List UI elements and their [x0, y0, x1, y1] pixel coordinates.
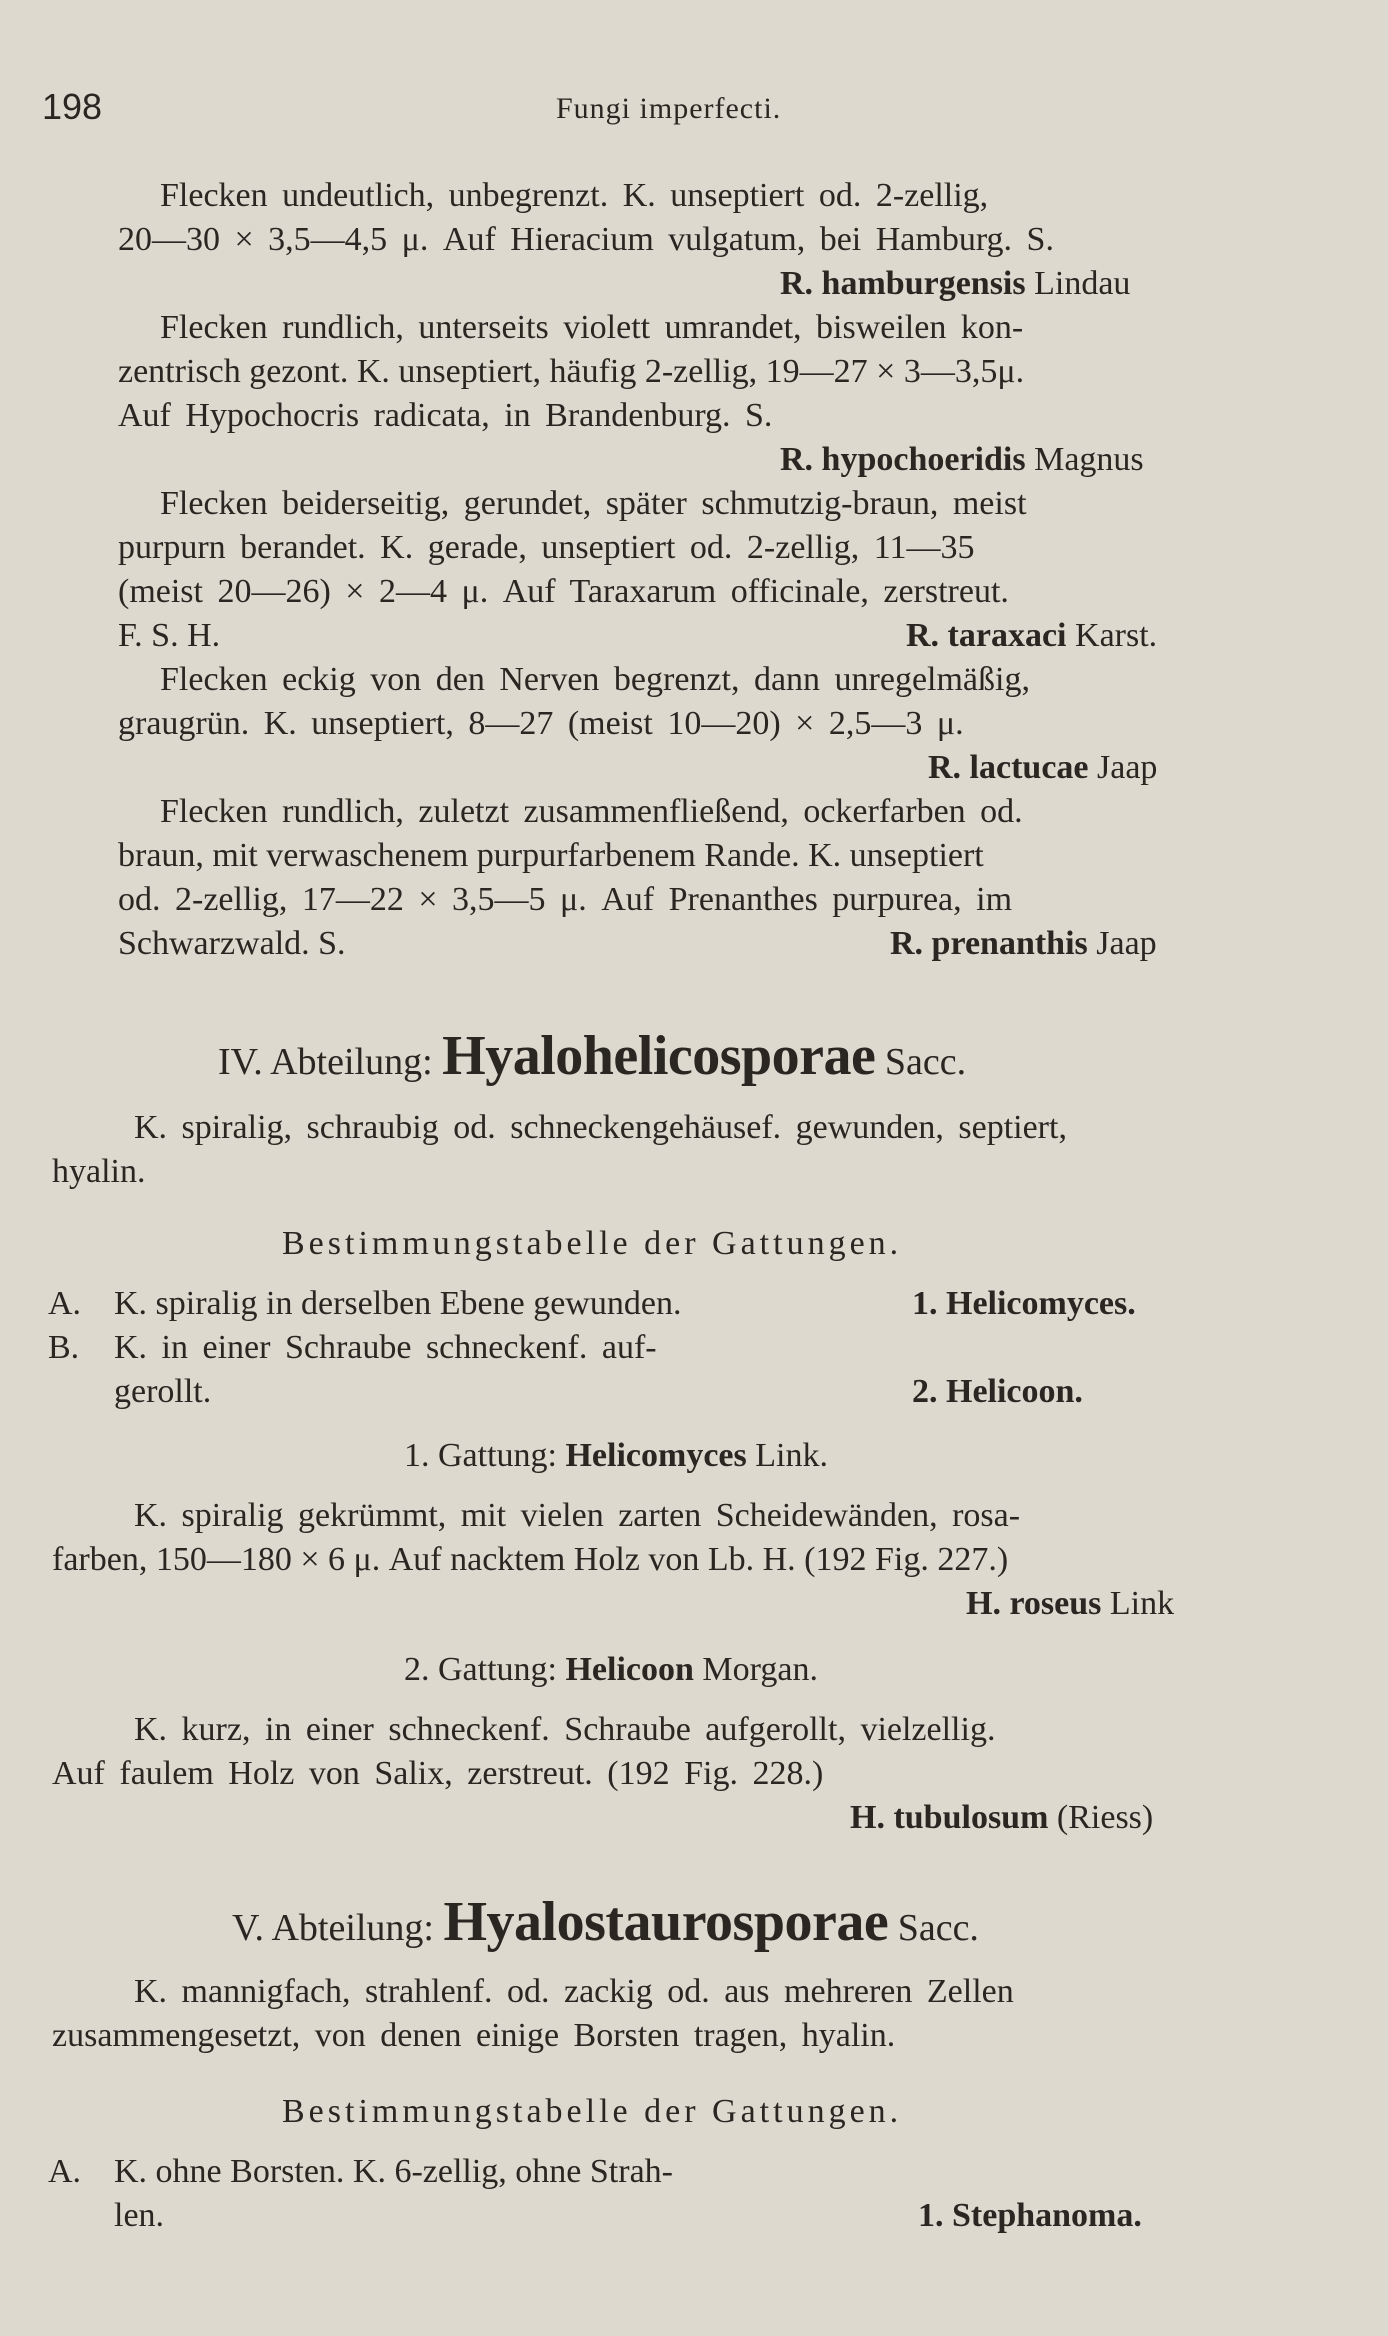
text-line: Schwarzwald. S. [118, 925, 346, 962]
text-line: purpurn berandet. K. gerade, unseptiert od. 2-zellig, 11—35 [118, 529, 975, 566]
species-name: R. hamburgensis Lindau [780, 265, 1131, 302]
text-line: od. 2-zellig, 17—22 × 3,5—5 μ. Auf Prenanthes purpurea, im [118, 881, 1013, 918]
key-text: K. ohne Borsten. K. 6-zellig, ohne Strah- [114, 2153, 673, 2190]
key-result: 2. Helicoon. [912, 1373, 1083, 1410]
text-line: Flecken rundlich, zuletzt zusammenfließend, ockerfarben od. [160, 793, 1023, 830]
key-text: gerollt. [114, 1373, 212, 1410]
running-title: Fungi imperfecti. [556, 92, 782, 125]
genus-heading: 2. Gattung: Helicoon Morgan. [404, 1651, 818, 1688]
species-name: H. tubulosum (Riess) [850, 1799, 1154, 1836]
key-label: B. [48, 1329, 80, 1366]
genus-description: K. kurz, in einer schneckenf. Schraube aufgerollt, vielzellig. [134, 1711, 996, 1748]
key-table-title: Bestimmungstabelle der Gattungen. [282, 2093, 903, 2130]
genus-heading: 1. Gattung: Helicomyces Link. [404, 1437, 828, 1474]
genus-description: K. spiralig gekrümmt, mit vielen zarten Scheidewänden, rosa- [134, 1497, 1021, 1534]
section-description: zusammengesetzt, von denen einige Borsten tragen, hyalin. [52, 2017, 896, 2054]
genus-description: farben, 150—180 × 6 μ. Auf nacktem Holz von Lb. H. (192 Fig. 227.) [52, 1541, 1009, 1578]
text-line: F. S. H. [118, 617, 221, 654]
section-heading: IV. Abteilung: Hyalohelicosporae Sacc. [218, 1025, 967, 1087]
species-name: H. roseus Link [966, 1585, 1175, 1622]
key-text: K. in einer Schraube schneckenf. auf- [114, 1329, 657, 1366]
key-table-title: Bestimmungstabelle der Gattungen. [282, 1225, 903, 1262]
species-name: R. taraxaci Karst. [906, 617, 1158, 654]
page-number: 198 [42, 86, 103, 127]
text-line: graugrün. K. unseptiert, 8—27 (meist 10—20) × 2,5—3 μ. [118, 705, 964, 742]
key-label: A. [48, 1285, 82, 1322]
section-heading: V. Abteilung: Hyalostaurosporae Sacc. [232, 1891, 979, 1953]
text-line: Flecken rundlich, unterseits violett umrandet, bisweilen kon- [160, 309, 1024, 346]
text-line: Flecken undeutlich, unbegrenzt. K. unseptiert od. 2-zellig, [160, 177, 989, 214]
text-line: zentrisch gezont. K. unseptiert, häufig 2-zellig, 19—27 × 3—3,5μ. [118, 353, 1025, 390]
section-description: hyalin. [52, 1153, 146, 1190]
key-result: 1. Helicomyces. [912, 1285, 1136, 1322]
text-line: braun, mit verwaschenem purpurfarbenem Rande. K. unseptiert [118, 837, 984, 874]
species-name: R. lactucae Jaap [928, 749, 1158, 786]
text-line: Flecken beiderseitig, gerundet, später schmutzig-braun, meist [160, 485, 1027, 522]
key-text: len. [114, 2197, 165, 2234]
key-result: 1. Stephanoma. [918, 2197, 1142, 2234]
species-name: R. prenanthis Jaap [890, 925, 1157, 962]
section-description: K. mannigfach, strahlenf. od. zackig od. aus mehreren Zellen [134, 1973, 1014, 2010]
text-line: (meist 20—26) × 2—4 μ. Auf Taraxarum officinale, zerstreut. [118, 573, 1009, 610]
text-line: Auf Hypochocris radicata, in Brandenburg. S. [118, 397, 773, 434]
section-description: K. spiralig, schraubig od. schneckengehäusef. gewunden, septiert, [134, 1109, 1067, 1146]
text-line: 20—30 × 3,5—4,5 μ. Auf Hieracium vulgatum, bei Hamburg. S. [118, 221, 1054, 258]
genus-description: Auf faulem Holz von Salix, zerstreut. (192 Fig. 228.) [52, 1755, 824, 1792]
key-text: K. spiralig in derselben Ebene gewunden. [114, 1285, 682, 1322]
key-label: A. [48, 2153, 82, 2190]
species-name: R. hypochoeridis Magnus [780, 441, 1144, 478]
text-line: Flecken eckig von den Nerven begrenzt, dann unregelmäßig, [160, 661, 1030, 698]
